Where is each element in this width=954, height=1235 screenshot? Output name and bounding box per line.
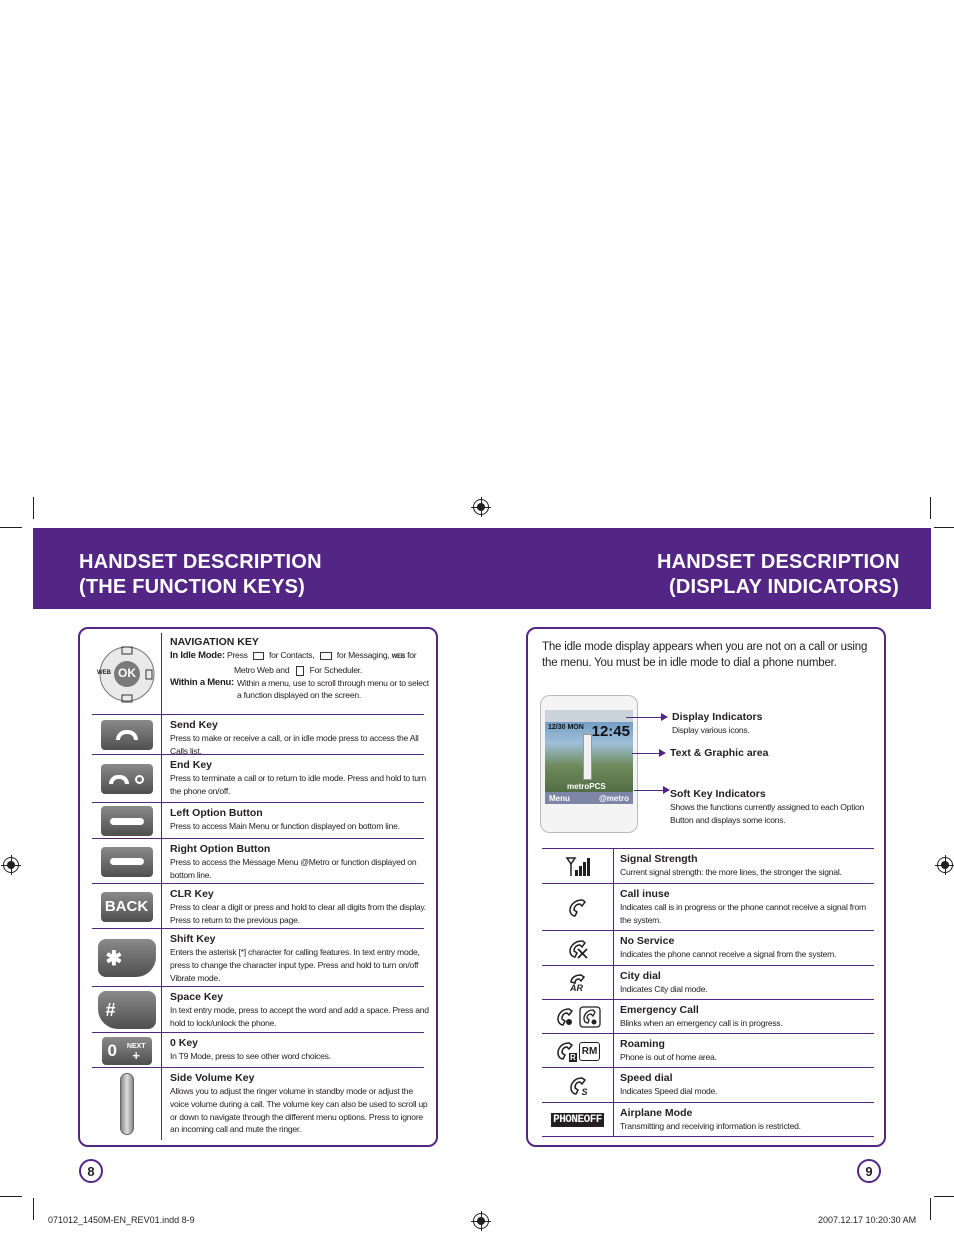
emergency-call-icon: [542, 1000, 614, 1034]
navigation-key-title: NAVIGATION KEY: [170, 636, 259, 648]
lcd-menu-softkey: Menu: [549, 793, 570, 803]
indicator-row-no-service: No Service Indicates the phone cannot receive a signal from the system.: [542, 931, 874, 966]
airplane-mode-icon: PHONEOFF: [542, 1103, 614, 1137]
key-row-end: End Key Press to terminate a call or to return to idle mode. Press and hold to turn the phone on/off.: [92, 755, 424, 803]
within-menu-desc: Within a Menu: Within a menu, use to scroll through menu or to select a function displayed on the screen.: [170, 676, 429, 701]
callout-arrow: [634, 790, 664, 791]
crop-mark: [0, 527, 22, 528]
callout-soft-key-indicators: Soft Key Indicators Shows the functions currently assigned to each Option Button and displays some icons.: [670, 788, 865, 825]
indicator-row-signal: Signal Strength Current signal strength: the more lines, the stronger the signal.: [542, 849, 874, 884]
function-keys-panel: [78, 627, 438, 1147]
speed-dial-icon: S: [542, 1068, 614, 1103]
lcd-metro-softkey: @metro: [598, 793, 629, 803]
registration-mark-icon: [473, 1213, 489, 1229]
crop-mark: [33, 497, 34, 519]
key-row-right-option: Right Option Button Press to access the Message Menu @Metro or function displayed on bottom line.: [92, 839, 424, 884]
ok-label: OK: [118, 666, 136, 680]
city-dial-icon: AR: [542, 966, 614, 1000]
registration-mark-icon: [3, 857, 19, 873]
key-row-send: Send Key Press to make or receive a call, or in idle mode press to access the All Calls list.: [92, 715, 424, 755]
clr-key-icon: BACK: [92, 884, 162, 929]
side-volume-key-icon: [92, 1068, 162, 1140]
callout-display-indicators: Display Indicators Display various icons.: [672, 711, 763, 735]
registration-mark-icon: [473, 499, 489, 515]
zero-key-icon: 0 NEXT +: [92, 1033, 162, 1068]
lighthouse-image: [583, 734, 592, 780]
indicator-row-airplane: PHONEOFF Airplane Mode Transmitting and receiving information is restricted.: [542, 1103, 874, 1137]
page-number-left: 8: [79, 1159, 103, 1183]
indicator-row-city-dial: AR City dial Indicates City dial mode.: [542, 966, 874, 1000]
crop-mark: [33, 1198, 34, 1220]
left-page-title: HANDSET DESCRIPTION (THE FUNCTION KEYS): [79, 551, 322, 598]
web-label: WEB: [97, 670, 111, 676]
signal-strength-icon: [542, 849, 614, 884]
lcd-display: 12/30 MON 12:45 metroPCS Menu @metro: [545, 710, 633, 804]
key-row-shift: ✱ Shift Key Enters the asterisk [*] character for calling features. In text entry mode, press to change the character input type. Press and hold to turn on/off Vibrate mode.: [92, 929, 424, 987]
key-row-zero: 0 NEXT + 0 Key In T9 Mode, press to see other word choices.: [92, 1033, 424, 1068]
roaming-icon: R RM: [542, 1034, 614, 1068]
scheduler-icon: [296, 666, 304, 676]
idle-mode-desc: In Idle Mode: Press for Contacts, for Messaging, WEB for: [170, 650, 417, 661]
indicator-row-emergency: Emergency Call Blinks when an emergency call is in progress.: [542, 1000, 874, 1034]
indicator-row-roaming: R RM Roaming Phone is out of home area.: [542, 1034, 874, 1068]
intro-paragraph: The idle mode display appears when you are not on a call or using the menu. You must be in idle mode to dial a phone number.: [542, 641, 868, 669]
contacts-book-icon: [253, 652, 264, 660]
crop-mark: [0, 1196, 22, 1197]
indicator-row-call-inuse: Call inuse Indicates call is in progress or the phone cannot receive a signal from the system.: [542, 884, 874, 931]
header-band: [33, 528, 931, 609]
key-row-space: # Space Key In text entry mode, press to accept the word and add a space. Press and hold to lock/unlock the phone.: [92, 987, 424, 1033]
callout-text-graphic-area: Text & Graphic area: [670, 747, 769, 759]
page-number-right: 9: [857, 1159, 881, 1183]
key-row-navigation: [92, 633, 429, 715]
key-row-side-volume: Side Volume Key Allows you to adjust the ringer volume in standby mode or adjust the voice volume during a call. The volume key can also be used to scroll up or down to navigate through the different menu options. Press to ignore an incoming call and mute the ringer.: [92, 1068, 424, 1140]
envelope-icon: [320, 652, 332, 660]
display-indicators-panel: [526, 627, 886, 1147]
key-row-clr: BACK CLR Key Press to clear a digit or press and hold to clear all digits from the display. Press to return to the previous page.: [92, 884, 424, 929]
right-page-title: HANDSET DESCRIPTION (DISPLAY INDICATORS): [657, 551, 900, 598]
navigation-key-icon: [92, 633, 162, 715]
space-key-icon: #: [92, 987, 162, 1033]
crop-mark: [934, 1196, 954, 1197]
shift-key-icon: ✱: [92, 929, 162, 987]
crop-mark: [930, 1198, 931, 1220]
crop-mark: [934, 527, 954, 528]
indicator-row-speed-dial: S Speed dial Indicates Speed dial mode.: [542, 1068, 874, 1103]
callout-arrow: [632, 753, 660, 754]
right-option-button-icon: [92, 839, 162, 884]
end-key-icon: [92, 755, 162, 803]
navigation-key-text: NAVIGATION KEY In Idle Mode: Press for Contacts, for Messaging, WEB for Metro Web and For Scheduler. Within a Menu: Within a menu, use to scroll through menu or to select a function displayed on the screen.: [170, 636, 432, 702]
send-key-icon: [92, 715, 162, 755]
footer-filename: 071012_1450M-EN_REV01.indd 8-9: [48, 1215, 195, 1225]
idle-screen-illustration: [540, 695, 638, 833]
call-inuse-icon: [542, 884, 614, 931]
lcd-brand-logo: metroPCS: [567, 782, 606, 791]
left-option-button-icon: [92, 803, 162, 839]
callout-arrow: [626, 717, 662, 718]
footer-timestamp: 2007.12.17 10:20:30 AM: [818, 1215, 917, 1225]
registration-mark-icon: [937, 857, 953, 873]
key-row-left-option: Left Option Button Press to access Main Menu or function displayed on bottom line.: [92, 803, 424, 839]
no-service-icon: [542, 931, 614, 966]
lcd-clock: 12:45: [591, 723, 630, 740]
crop-mark: [930, 497, 931, 519]
